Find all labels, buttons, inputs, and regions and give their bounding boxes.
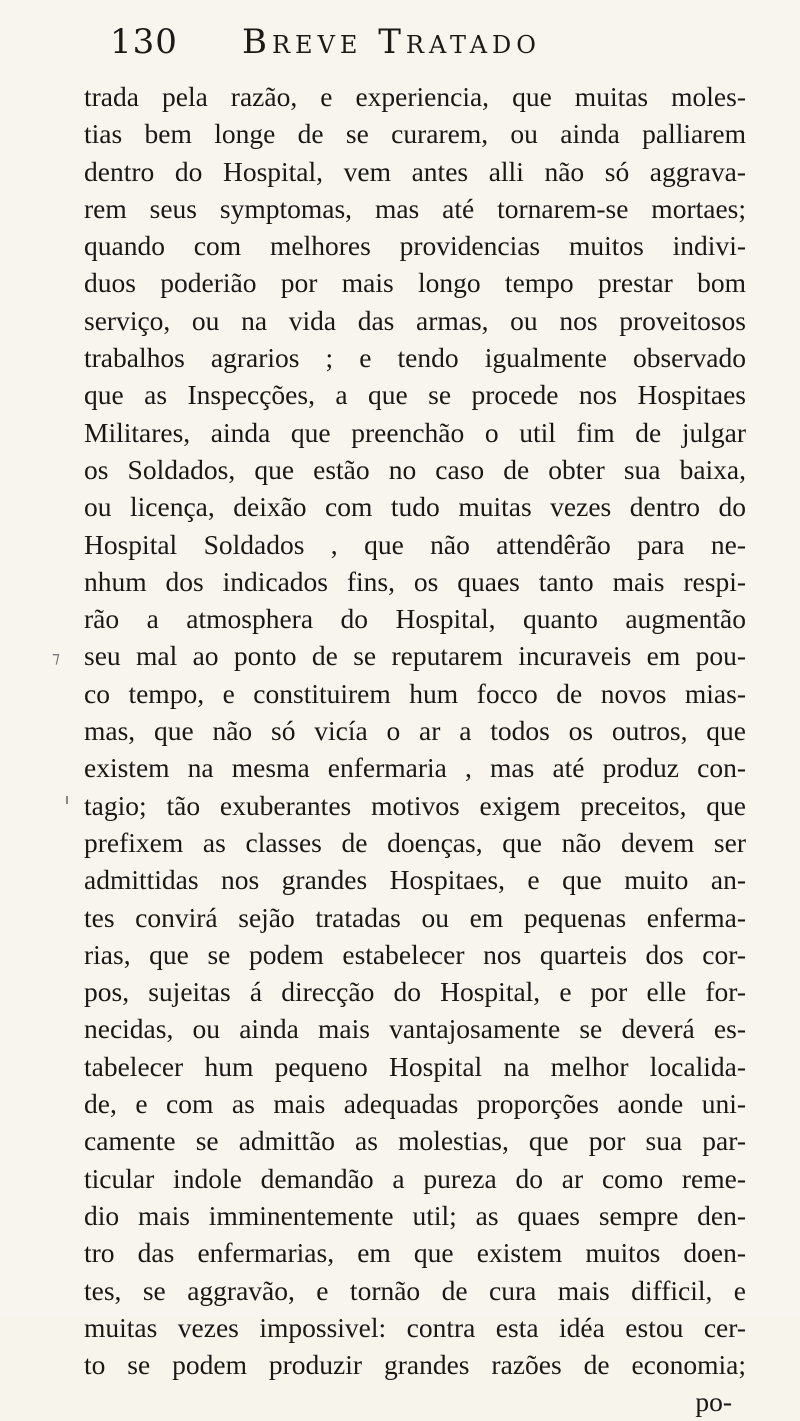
text-line: co tempo, e constituirem hum focco de novos mias- — [84, 677, 746, 709]
catchword: po- — [695, 1386, 732, 1418]
text-line: camente se admittão as molestias, que por sua par- — [84, 1125, 746, 1157]
text-line: tias bem longe de se curarem, ou ainda palliarem — [84, 118, 746, 150]
text-line: ticular indole demandão a pureza do ar como reme- — [84, 1162, 746, 1194]
text-line: trabalhos agrarios ; e tendo igualmente observado — [84, 342, 746, 374]
text-line: muitas vezes impossivel: contra esta idéa estou cer- — [84, 1311, 746, 1343]
margin-mark: ⁊ — [52, 648, 60, 667]
running-title: Breve Tratado — [242, 22, 541, 62]
text-line: serviço, ou na vida das armas, ou nos proveitosos — [84, 304, 746, 336]
text-line: tagio; tão exuberantes motivos exigem preceitos, que — [84, 789, 746, 821]
text-line: necidas, ou ainda mais vantajosamente se deverá es- — [84, 1013, 746, 1045]
text-line: rem seus symptomas, mas até tornarem-se mortaes; — [84, 192, 746, 224]
text-line: tes, se aggravão, e tornão de cura mais difficil, e — [84, 1274, 746, 1306]
text-line: pos, sujeitas á direcção do Hospital, e por elle for- — [84, 976, 746, 1008]
text-line: to se podem produzir grandes razões de economia; — [84, 1349, 746, 1381]
text-line: dentro do Hospital, vem antes alli não só aggrava- — [84, 155, 746, 187]
text-line: de, e com as mais adequadas proporções aonde uni- — [84, 1088, 746, 1120]
text-line: seu mal ao ponto de se reputarem incuraveis em pou- — [84, 640, 746, 672]
text-line: ou licença, deixão com tudo muitas vezes dentro do — [84, 491, 746, 523]
text-line: Hospital Soldados , que não attendêrão para ne- — [84, 528, 746, 560]
text-line: duos poderião por mais longo tempo prestar bom — [84, 267, 746, 299]
text-line: existem na mesma enfermaria , mas até produz con- — [84, 752, 746, 784]
text-line: rias, que se podem estabelecer nos quarteis dos cor- — [84, 938, 746, 970]
page-header — [110, 16, 730, 76]
text-line: os Soldados, que estão no caso de obter sua baixa, — [84, 453, 746, 485]
page-number: 130 — [110, 22, 178, 62]
text-line: Militares, ainda que preenchão o util fim de julgar — [84, 416, 746, 448]
text-line: admittidas nos grandes Hospitaes, e que muito an- — [84, 864, 746, 896]
text-line: quando com melhores providencias muitos indivi- — [84, 230, 746, 262]
text-line: tabelecer hum pequeno Hospital na melhor localida- — [84, 1050, 746, 1082]
text-line: dio mais imminentemente util; as quaes sempre den- — [84, 1199, 746, 1231]
text-line: trada pela razão, e experiencia, que muitas moles- — [84, 81, 746, 112]
text-line: tro das enfermarias, em que existem muitos doen- — [84, 1237, 746, 1269]
text-line: tes convirá sejão tratadas ou em pequenas enferma- — [84, 901, 746, 933]
text-line: rão a atmosphera do Hospital, quanto augmentão — [84, 603, 746, 635]
text-line: mas, que não só vicía o ar a todos os outros, que — [84, 715, 746, 747]
body-text — [84, 78, 746, 1421]
text-line: que as Inspecções, a que se procede nos Hospitaes — [84, 379, 746, 411]
text-line: nhum dos indicados fins, os quaes tanto mais respi- — [84, 565, 746, 597]
margin-tick — [66, 796, 68, 804]
text-line: prefixem as classes de doenças, que não devem ser — [84, 826, 746, 858]
